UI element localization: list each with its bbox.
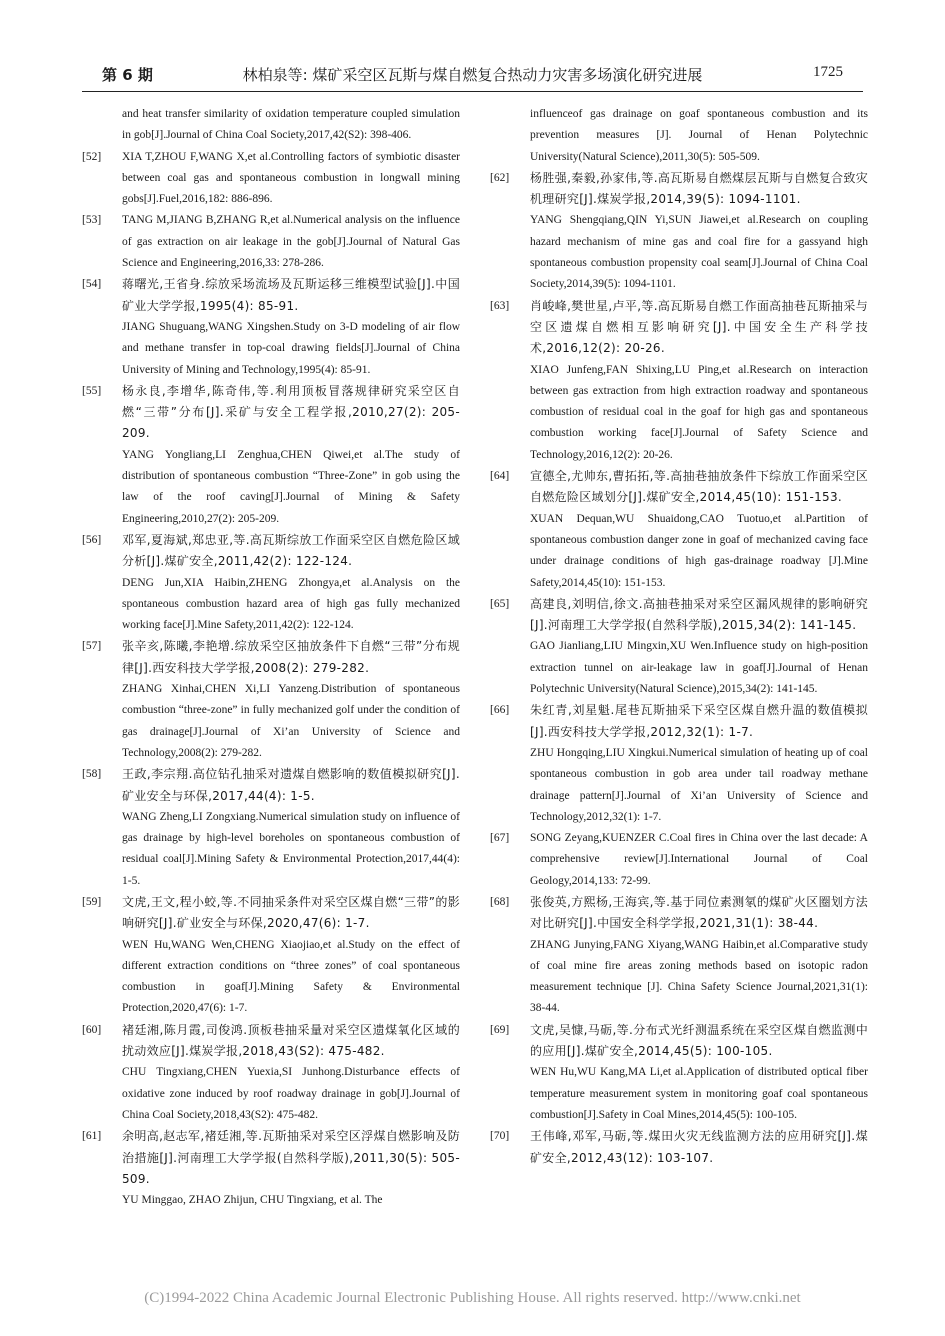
reference-number: [60] bbox=[82, 1023, 102, 1036]
reference-number: [69] bbox=[490, 1023, 510, 1036]
reference-item bbox=[490, 1126, 868, 1169]
reference-item bbox=[82, 147, 460, 211]
reference-number: [58] bbox=[82, 768, 102, 781]
reference-text-chinese: 杨永良,李增华,陈奇伟,等.利用顶板冒落规律研究采空区自燃“三带”分布[J].采矿与安全工程学报,2010,27(2): 205-209. bbox=[122, 383, 460, 441]
reference-text-chinese: 王伟峰,邓军,马砺,等.煤田火灾无线监测方法的应用研究[J].煤矿安全,2012,43(12): 103-107. bbox=[530, 1129, 868, 1165]
reference-text-english: influenceof gas drainage on goaf spontaneous combustion and its prevention measures [J]. Journal of Henan Polytechnic University(Natural Science),2011,30(5): 505-509. bbox=[530, 108, 868, 163]
left-column bbox=[82, 104, 460, 1211]
reference-item bbox=[82, 104, 460, 147]
reference-item bbox=[490, 828, 868, 892]
reference-text-chinese: 邓军,夏海斌,郑忠亚,等.高瓦斯综放工作面采空区自燃危险区域分析[J].煤矿安全,2011,42(2): 122-124. bbox=[122, 532, 460, 569]
reference-number: [63] bbox=[490, 299, 510, 312]
reference-item bbox=[82, 530, 460, 636]
page-header bbox=[82, 64, 863, 94]
reference-item bbox=[82, 1126, 460, 1211]
reference-text-english: WEN Hu,WU Kang,MA Li,et al.Application of distributed optical fiber temperature measurement system in monitoring goaf coal spontaneous combustion[J].Safety in Coal Mines,2014,45(5): 100-105. bbox=[530, 1066, 868, 1121]
reference-text-chinese: 蒋曙光,王省身.综放采场流场及瓦斯运移三维模型试验[J].中国矿业大学学报,1995(4): 85-91. bbox=[122, 277, 460, 313]
reference-item bbox=[82, 381, 460, 530]
reference-number: [67] bbox=[490, 832, 510, 845]
reference-text-english: ZHANG Junying,FANG Xiyang,WANG Haibin,et al.Comparative study of coal mine fire areas zoning methods based on isotopic radon measurement technique [J]. China Safety Science Journal,2021,31(1): 38-44. bbox=[530, 938, 868, 1015]
reference-number: [70] bbox=[490, 1130, 510, 1143]
copyright-footer: (C)1994-2022 China Academic Journal Electronic Publishing House. All rights reserved. http://www.cnki.net bbox=[144, 1290, 801, 1306]
reference-text-english: TANG M,JIANG B,ZHANG R,et al.Numerical analysis on the influence of gas extraction on air leakage in the gob[J].Journal of Natural Gas Science and Engineering,2016,33: 278-286. bbox=[122, 214, 460, 270]
header-rule bbox=[82, 91, 863, 92]
reference-item bbox=[490, 104, 868, 168]
reference-text-english: ZHANG Xinhai,CHEN Xi,LI Yanzeng.Distribution of spontaneous combustion “three-zone” in fully mechanized golf under the condition of gas drainage[J].Journal of Xi’an University of Science and Technology,2008(2): 279-282. bbox=[122, 683, 460, 759]
reference-text-english: WANG Zheng,LI Zongxiang.Numerical simulation study on influence of gas drainage by high-level boreholes on spontaneous combustion of residual coal[J].Mining Safety & Environmental Protection,2017,44(4): 1-5. bbox=[122, 810, 460, 887]
reference-text-chinese: 王政,李宗翔.高位钻孔抽采对遗煤自燃影响的数值模拟研究[J].矿业安全与环保,2017,44(4): 1-5. bbox=[122, 767, 460, 803]
reference-item bbox=[82, 636, 460, 764]
reference-text-chinese: 朱红青,刘星魁.尾巷瓦斯抽采下采空区煤自燃升温的数值模拟[J].西安科技大学学报,2012,32(1): 1-7. bbox=[530, 703, 868, 739]
reference-text-chinese: 肖峻峰,樊世星,卢平,等.高瓦斯易自燃工作面高抽巷瓦斯抽采与空区遗煤自燃相互影响研究[J].中国安全生产科学技术,2016,12(2): 20-26. bbox=[530, 298, 868, 356]
reference-text-chinese: 余明高,赵志军,褚廷湘,等.瓦斯抽采对采空区浮煤自燃影响及防治措施[J].河南理工大学学报(自然科学版),2011,30(5): 505-509. bbox=[122, 1129, 460, 1186]
reference-text-chinese: 高建良,刘明信,徐文.高抽巷抽采对采空区漏风规律的影响研究[J].河南理工大学学报(自然科学版),2015,34(2): 141-145. bbox=[530, 596, 868, 633]
right-column bbox=[490, 104, 868, 1169]
reference-number: [68] bbox=[490, 895, 510, 908]
reference-text-english: XIAO Junfeng,FAN Shixing,LU Ping,et al.Research on interaction between gas extraction from high extraction roadway and spontaneous combustion of residual coal in the goaf for high gas and spontaneous combustion working face[J].Journal of Safety Science and Technology,2016,12(2): 20-26. bbox=[530, 363, 868, 461]
reference-number: [53] bbox=[82, 214, 102, 227]
reference-number: [61] bbox=[82, 1130, 102, 1143]
reference-number: [59] bbox=[82, 895, 102, 908]
reference-item bbox=[490, 700, 868, 828]
reference-item bbox=[82, 764, 460, 892]
reference-number: [56] bbox=[82, 533, 102, 546]
reference-item bbox=[490, 594, 868, 700]
reference-text-chinese: 杨胜强,秦毅,孙家伟,等.高瓦斯易自燃煤层瓦斯与自燃复合致灾机理研究[J].煤炭学报,2014,39(5): 1094-1101. bbox=[530, 170, 868, 207]
reference-text-chinese: 张辛亥,陈曦,李艳增.综放采空区抽放条件下自燃“三带”分布规律[J].西安科技大学学报,2008(2): 279-282. bbox=[122, 639, 460, 675]
reference-item bbox=[490, 892, 868, 1020]
reference-text-english: YU Minggao, ZHAO Zhijun, CHU Tingxiang, et al. The bbox=[122, 1194, 383, 1207]
reference-item bbox=[490, 466, 868, 594]
reference-text-english: XUAN Dequan,WU Shuaidong,CAO Tuotuo,et al.Partition of spontaneous combustion danger zone in goaf of mechanized caving face under drainage conditions of high gas-drainage roadway [J].Mine Safety,2014,45(10): 151-153. bbox=[530, 512, 868, 589]
reference-number: [54] bbox=[82, 278, 102, 291]
reference-item bbox=[490, 1020, 868, 1126]
issue-number: 第 6 期 bbox=[102, 66, 153, 84]
reference-text-english: WEN Hu,WANG Wen,CHENG Xiaojiao,et al.Study on the effect of different extraction conditions on “three zones” of coal spontaneous combustion in goaf[J].Mining Safety & Environmental Protection,2020,47(6): 1-7. bbox=[122, 938, 460, 1015]
reference-text-chinese: 褚廷湘,陈月霞,司俊鸿.顶板巷抽采量对采空区遗煤氧化区域的扰动效应[J].煤炭学报,2018,43(S2): 475-482. bbox=[122, 1022, 460, 1059]
running-title: 林柏泉等: 煤矿采空区瓦斯与煤自燃复合热动力灾害多场演化研究进展 bbox=[242, 66, 703, 84]
reference-number: [65] bbox=[490, 597, 510, 610]
reference-item bbox=[82, 1020, 460, 1126]
page-number: 1725 bbox=[813, 64, 843, 80]
reference-number: [57] bbox=[82, 640, 102, 653]
reference-number: [64] bbox=[490, 470, 510, 483]
reference-item bbox=[82, 210, 460, 274]
reference-text-english: CHU Tingxiang,CHEN Yuexia,SI Junhong.Disturbance effects of oxidative zone induced by roof roadway drainage in gob[J].Journal of China Coal Society,2018,43(S2): 475-482. bbox=[122, 1066, 460, 1121]
reference-number: [52] bbox=[82, 150, 102, 163]
reference-text-english: JIANG Shuguang,WANG Xingshen.Study on 3-D modeling of air flow and methane transfer in top-coal drawing fields[J].Journal of China University of Mining and Technology,1995(4): 85-91. bbox=[122, 320, 460, 376]
reference-item bbox=[490, 296, 868, 466]
reference-text-english: and heat transfer similarity of oxidation temperature coupled simulation in gob[J].Journal of China Coal Society,2017,42(S2): 398-406. bbox=[122, 108, 460, 142]
reference-number: [66] bbox=[490, 704, 510, 717]
reference-text-chinese: 文虎,吴慷,马砺,等.分布式光纤测温系统在采空区煤自燃监测中的应用[J].煤矿安全,2014,45(5): 100-105. bbox=[530, 1022, 868, 1059]
reference-text-english: GAO Jianliang,LIU Mingxin,XU Wen.Influence study on high-position extraction tunnel on air-leakage law in goaf[J].Journal of Henan Polytechnic University(Natural Science),2015,34(2): 141-145. bbox=[530, 640, 868, 696]
reference-item bbox=[82, 892, 460, 1020]
reference-text-chinese: 文虎,王文,程小蛟,等.不同抽采条件对采空区煤自燃“三带”的影响研究[J].矿业安全与环保,2020,47(6): 1-7. bbox=[122, 894, 460, 931]
reference-text-english: ZHU Hongqing,LIU Xingkui.Numerical simulation of heating up of coal spontaneous combustion in gob area under tail roadway methane drainage pattern[J].Journal of Xi’an University of Science and Technology,2012,32(1): 1-7. bbox=[530, 746, 868, 823]
reference-text-chinese: 宣德全,尤帅东,曹拓拓,等.高抽巷抽放条件下综放工作面采空区自燃危险区域划分[J].煤矿安全,2014,45(10): 151-153. bbox=[530, 469, 868, 505]
reference-text-english: YANG Yongliang,LI Zenghua,CHEN Qiwei,et al.The study of distribution of spontaneous combustion “Three-Zone” in gob using the law of the roof caving[J].Journal of Mining & Safety Engineering,2010,27(2): 205-209. bbox=[122, 448, 460, 525]
reference-number: [62] bbox=[490, 171, 510, 184]
reference-text-chinese: 张俊英,方熙杨,王海宾,等.基于同位素测氡的煤矿火区圈划方法对比研究[J].中国安全科学学报,2021,31(1): 38-44. bbox=[530, 894, 868, 931]
reference-item bbox=[82, 274, 460, 380]
reference-item bbox=[490, 168, 868, 296]
reference-number: [55] bbox=[82, 384, 102, 397]
reference-text-english: DENG Jun,XIA Haibin,ZHENG Zhongya,et al.Analysis on the spontaneous combustion hazard area of high gas fully mechanized working face[J].Mine Safety,2011,42(2): 122-124. bbox=[122, 576, 460, 632]
reference-text-english: XIA T,ZHOU F,WANG X,et al.Controlling factors of symbiotic disaster between coal gas and spontaneous combustion in longwall mining gobs[J].Fuel,2016,182: 886-896. bbox=[122, 150, 460, 206]
reference-text-english: SONG Zeyang,KUENZER C.Coal fires in China over the last decade: A comprehensive review[J].International Journal of Coal Geology,2014,133: 72-99. bbox=[530, 832, 868, 887]
reference-text-english: YANG Shengqiang,QIN Yi,SUN Jiawei,et al.Research on coupling hazard mechanism of mine gas and coal fire for a gassyand high spontaneous combustion propensity coal seam[J].Journal of China Coal Society,2014,39(5): 1094-1101. bbox=[530, 214, 868, 291]
